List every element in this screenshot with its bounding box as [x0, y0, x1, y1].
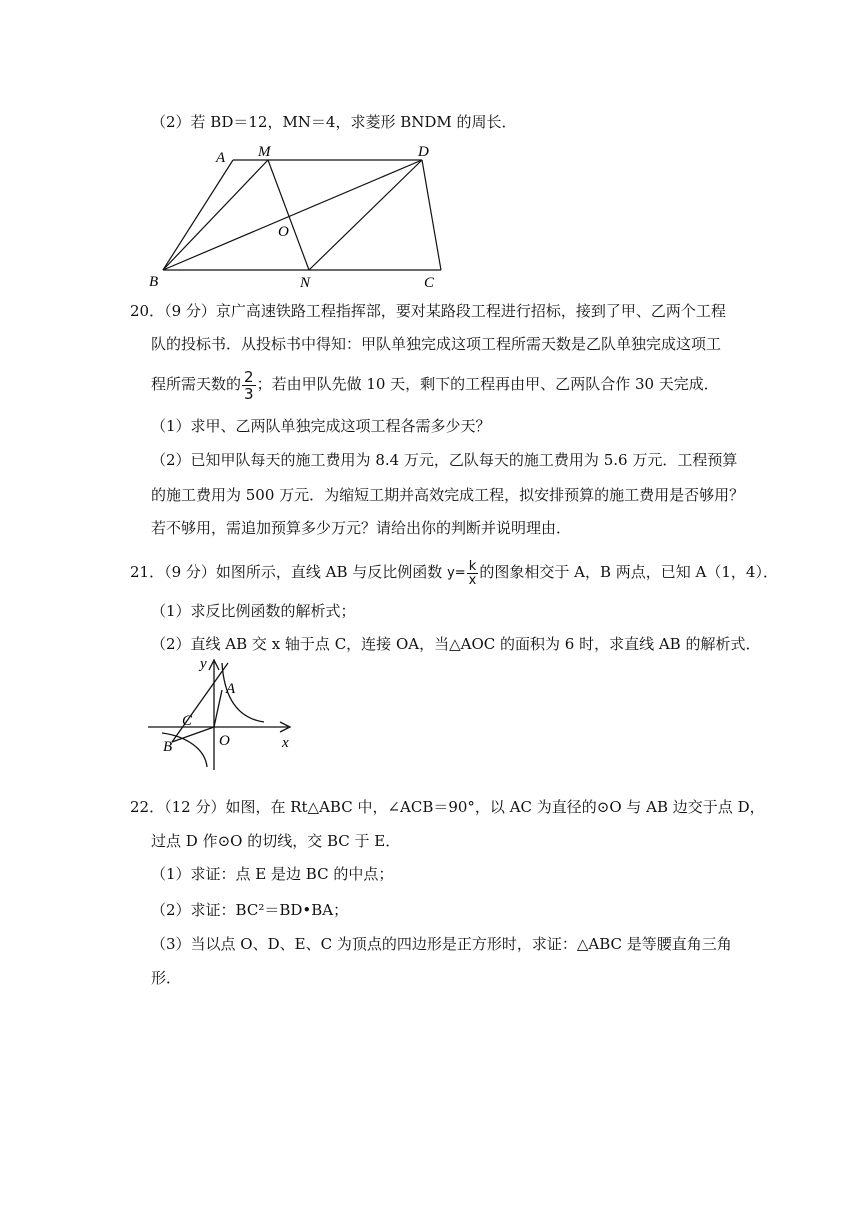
axis-label-y: y [200, 656, 207, 672]
q20-line3 [151, 364, 719, 404]
label-B: B [149, 274, 159, 290]
q21-part1: （1）求反比例函数的解析式； [151, 602, 356, 620]
segment-AB [163, 160, 233, 270]
q20-line3-pre: 程所需天数的 [151, 375, 242, 393]
point-label-C: C [182, 713, 193, 729]
point-label-O: O [219, 733, 230, 749]
label-C: C [424, 275, 435, 291]
label-D: D [418, 144, 429, 160]
q20-line2: 队的投标书．从投标书中得知：甲队单独完成这项工程所需天数是乙队单独完成这项工 [151, 335, 722, 353]
axis-label-x: x [282, 735, 289, 751]
segment-BD [163, 160, 422, 270]
q21-line1-pre: 21．（9 分）如图所示，直线 AB 与反比例函数 [130, 563, 443, 581]
label-N: N [300, 275, 311, 291]
fraction-numerator: 2 [244, 367, 254, 386]
point-label-A: A [226, 681, 236, 697]
q21-line1 [130, 554, 778, 590]
segment-DC [422, 160, 441, 270]
q22-part2: （2）求证：BC²＝BD•BA； [151, 901, 349, 919]
q21-part2: （2）直线 AB 交 x 轴于点 C，连接 OA，当△AOC 的面积为 6 时，求直线 AB 的解析式． [151, 635, 761, 653]
segment-ND [309, 160, 422, 270]
fraction-two-thirds [242, 369, 256, 402]
q20-line3-post: ；若由甲队先做 10 天，剩下的工程再由甲、乙两队合作 30 天完成． [256, 375, 719, 393]
q22-line2: 过点 D 作⊙O 的切线，交 BC 于 E． [151, 832, 401, 850]
q22-line1: 22．（12 分）如图，在 Rt△ABC 中，∠ACB＝90°，以 AC 为直径的⊙O 与 AB 边交于点 D， [130, 798, 765, 816]
q20-line1: 20．（9 分）京广高速铁路工程指挥部，要对某路段工程进行招标，接到了甲、乙两个工程 [130, 302, 726, 320]
fraction-x: x [468, 572, 477, 588]
fraction-k-over-x [467, 560, 479, 587]
segment-MN [268, 160, 309, 270]
q21-line1-post: 的图象相交于 A，B 两点，已知 A（1，4）． [479, 563, 778, 581]
label-A: A [216, 150, 226, 166]
q20-part1: （1）求甲、乙两队单独完成这项工程各需多少天？ [151, 417, 491, 435]
q20-part2-line1: （2）已知甲队每天的施工费用为 8.4 万元，乙队每天的施工费用为 5.6 万元．工程预算 [151, 451, 738, 469]
function-y-equals: y= [447, 565, 466, 581]
label-M: M [258, 144, 271, 160]
point-label-B: B [163, 739, 173, 755]
q19-part2-text: （2）若 BD＝12，MN＝4，求菱形 BNDM 的周长． [151, 113, 517, 131]
q22-part1: （1）求证：点 E 是边 BC 的中点； [151, 865, 394, 883]
q22-part3-line1: （3）当以点 O、D、E、C 为顶点的四边形是正方形时，求证：△ABC 是等腰直角三角 [151, 935, 732, 953]
q20-part2-line3: 若不够用，需追加预算多少万元？请给出你的判断并说明理由． [151, 519, 572, 537]
fraction-denominator: 3 [244, 384, 254, 403]
q20-part2-line2: 的施工费用为 500 万元．为缩短工期并高效完成工程，拟安排预算的施工费用是否够用？ [151, 486, 745, 504]
fraction-k: k [467, 560, 479, 574]
label-O: O [278, 224, 289, 240]
q22-part3-line2: 形． [151, 969, 182, 987]
segment-BM [163, 160, 268, 270]
